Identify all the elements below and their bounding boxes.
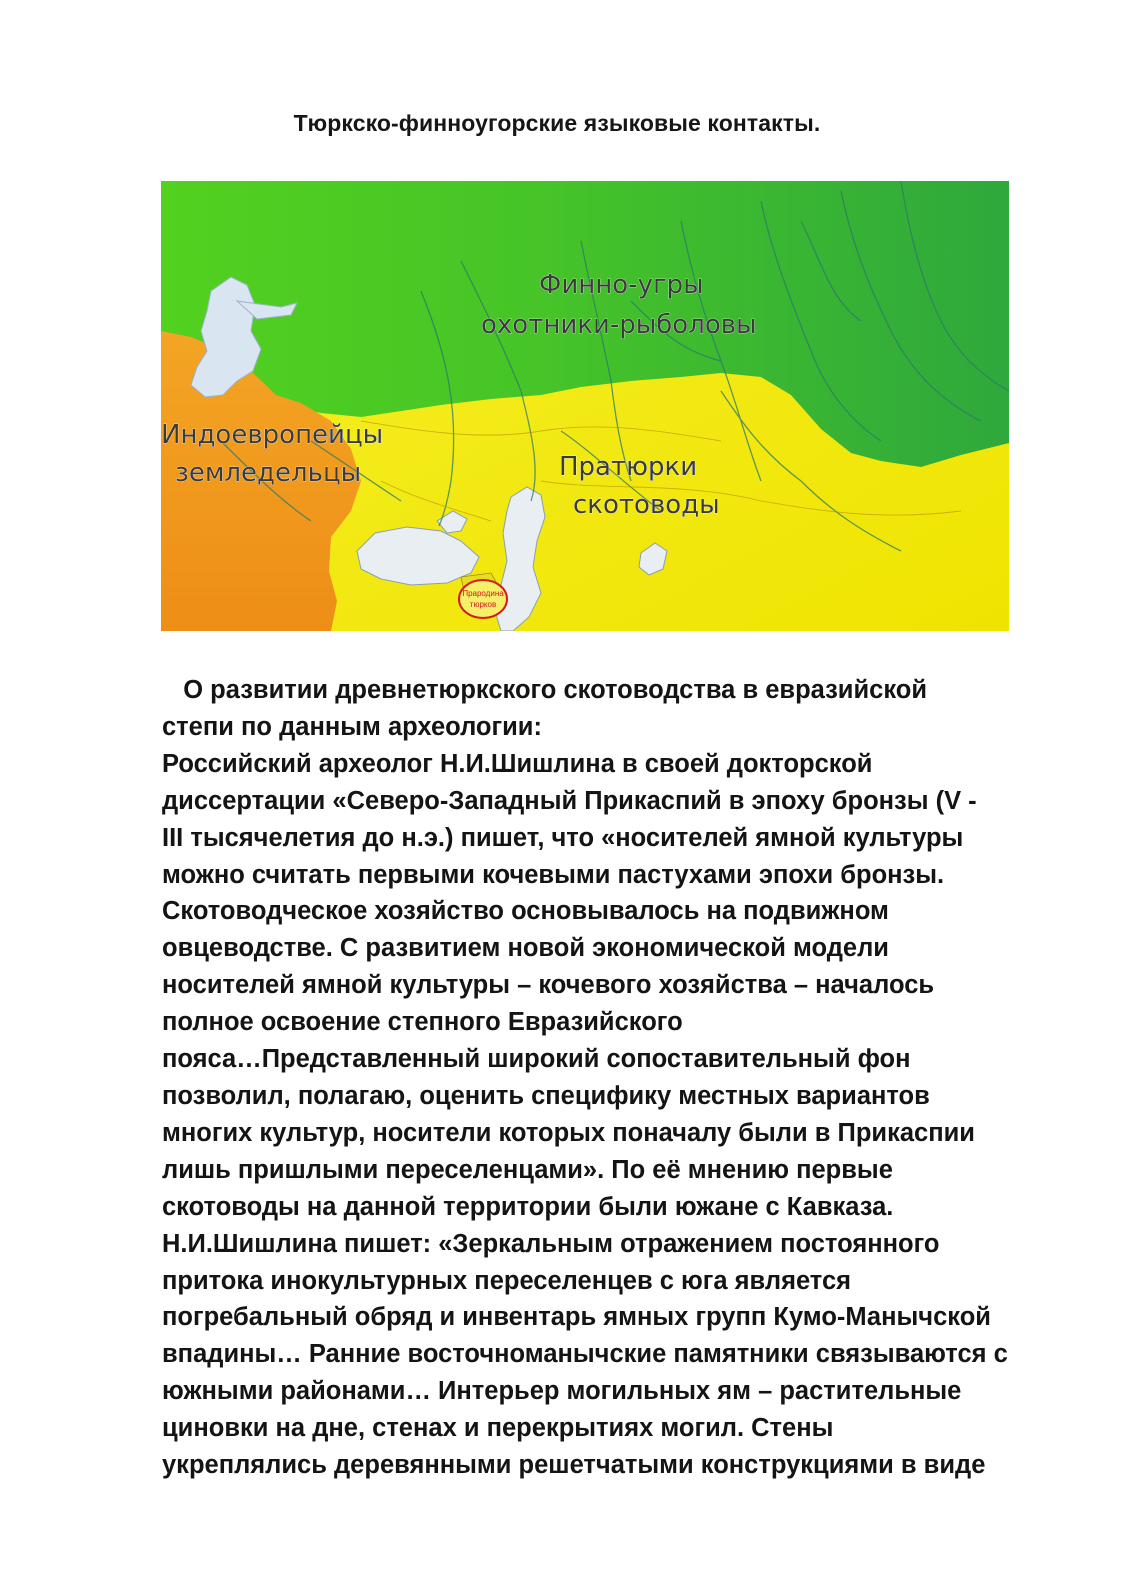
label-proto-turkic-2: скотоводы [573,490,720,520]
body-line: носителей ямной культуры – кочевого хозяйства – началось [162,971,935,1000]
body-line: позволил, полагаю, оценить специфику местных вариантов [162,1081,930,1110]
turkic-homeland-seal [459,580,507,618]
body-line: овцеводстве. С развитием новой экономической модели [162,934,889,963]
body-line: скотоводы на данной территории были южане с Кавказа. [162,1192,894,1221]
label-proto-turkic-1: Пратюрки [559,452,698,482]
body-line: Российский археолог Н.И.Шишлина в своей докторской [162,749,873,778]
body-line: О развитии древнетюркского скотоводства в евразийской [162,676,928,704]
body-line: полное освоение степного Евразийского [162,1008,683,1037]
body-line: пояса…Представленный широкий сопоставительный фон [162,1045,911,1074]
body-line: можно считать первыми кочевыми пастухами эпохи бронзы. [162,860,945,889]
map-graphic [161,181,1009,631]
article-body [162,672,1042,1484]
body-line: диссертации «Северо-Западный Прикаспий в эпоху бронзы (V - [162,786,977,815]
label-finno-ugric-1: Финно-угры [539,270,704,300]
label-indo-european-2: земледельцы [175,458,362,488]
body-line: лишь пришлыми переселенцами». По её мнению первые [162,1155,893,1184]
body-line: впадины… Ранние восточноманычские памятники связываются с [162,1340,1008,1369]
body-line: циновки на дне, стенах и перекрытиях могил. Стены [162,1414,834,1443]
seal-text-1: Прародина [462,589,504,598]
seal-text-2: тюрков [469,600,497,609]
body-line: многих культур, носители которых поначалу были в Прикаспии [162,1118,975,1147]
ethnolinguistic-map [161,181,1009,631]
document-title: Тюркско-финноугорские языковые контакты. [293,110,821,136]
body-line: притока инокультурных переселенцев с юга является [162,1266,852,1295]
body-line: Скотоводческое хозяйство основывалось на подвижном [162,897,889,926]
body-line: погребальный обряд и инвентарь ямных групп Кумо-Манычской [162,1303,991,1332]
label-indo-european-1: Индоевропейцы [161,420,384,450]
body-line: южными районами… Интерьер могильных ям – растительные [162,1377,962,1406]
body-line: Н.И.Шишлина пишет: «Зеркальным отражением постоянного [162,1229,940,1258]
body-line: укреплялись деревянными решетчатыми конструкциями в виде [162,1451,986,1480]
body-line: степи по данным археологии: [162,712,542,741]
label-finno-ugric-2: охотники-рыболовы [481,310,757,340]
body-line: III тысячелетия до н.э.) пишет, что «носителей ямной культуры [162,823,964,852]
